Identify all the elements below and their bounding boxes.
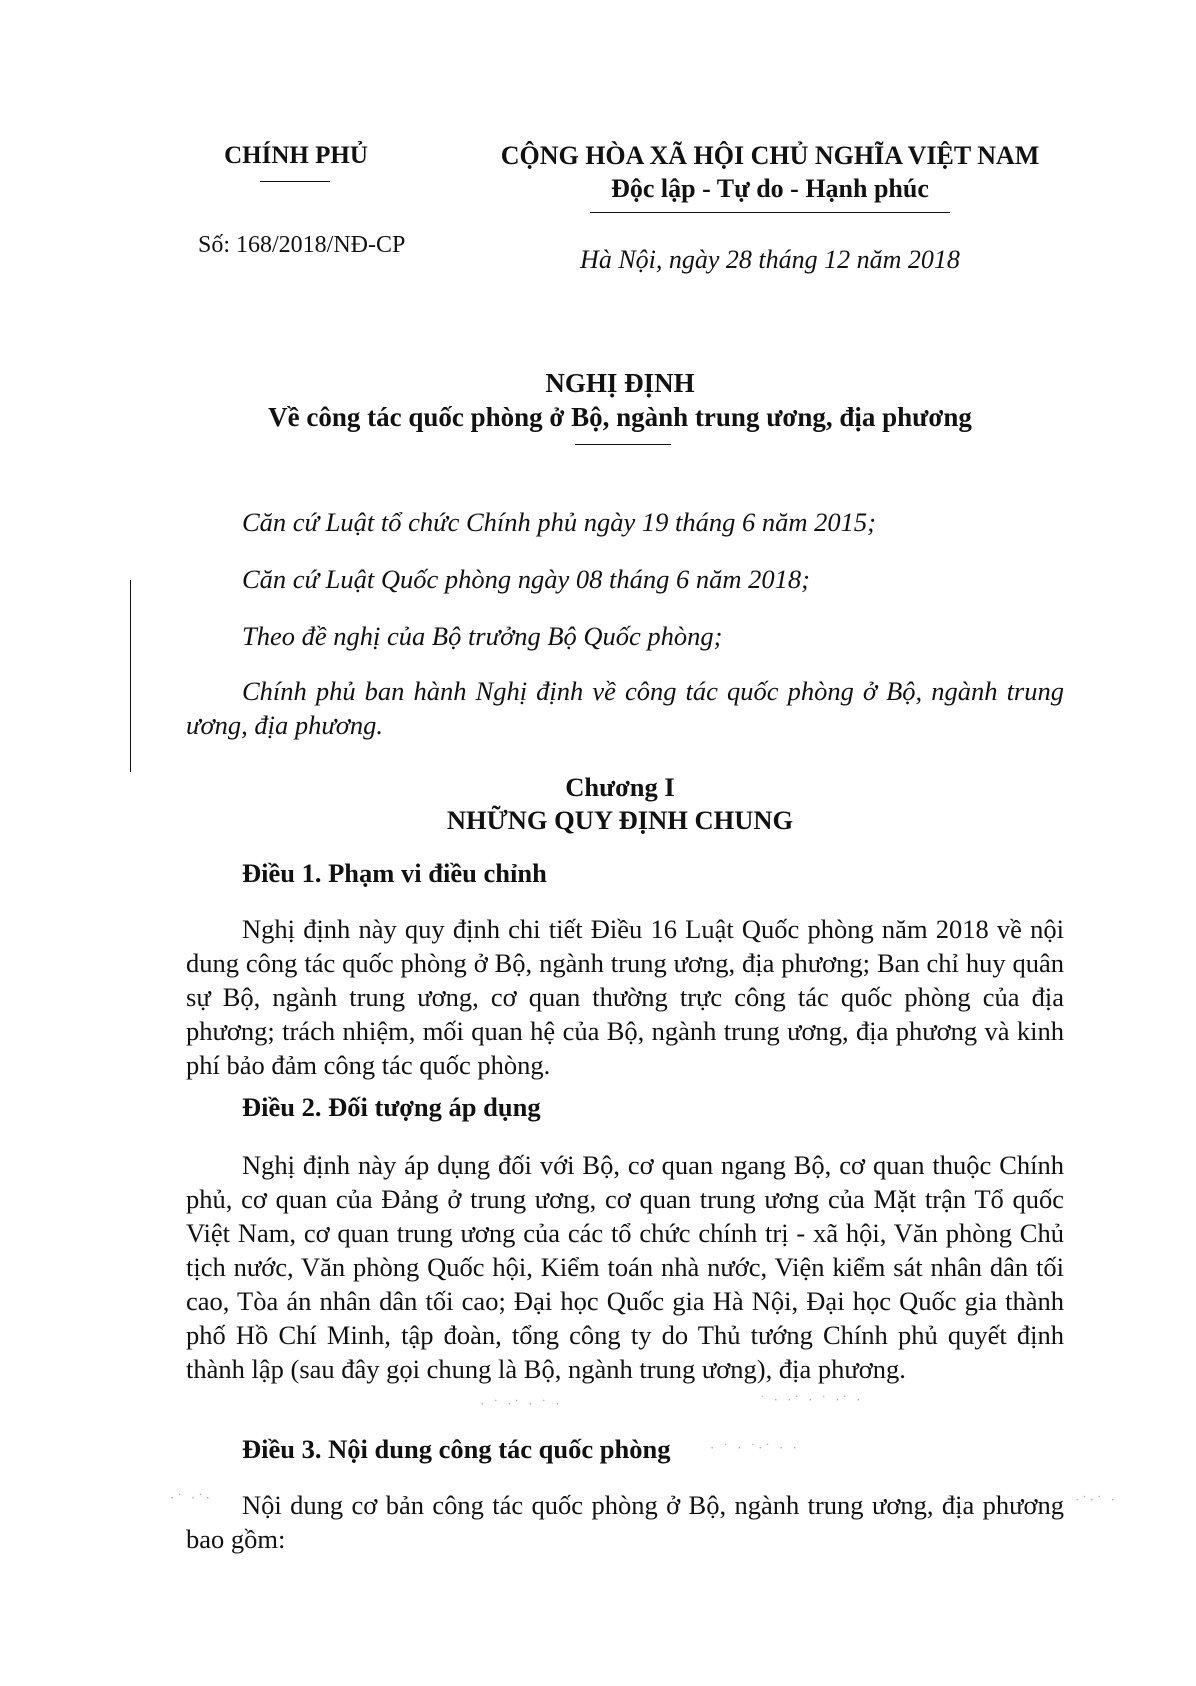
article-text: Nghị định này áp dụng đối với Bộ, cơ quan ngang Bộ, cơ quan thuộc Chính phủ, cơ quan của Đảng ở trung ương, cơ quan trung ương của Mặt trận Tổ quốc Việt Nam, cơ quan trung ương của các tổ chức chính trị - xã hội, Văn phòng Chủ tịch nước, Văn phòng Quốc hội, Kiểm toán nhà nước, Viện kiểm sát nhân dân tối cao, Tòa án nhân dân tối cao; Đại học Quốc gia Hà Nội, Đại học Quốc gia thành phố Hồ Chí Minh, tập đoàn, tổng công ty do Thủ tướng Chính phủ quyết định thành lập (sau đây gọi chung là Bộ, ngành trung ương), địa phương. (186, 1150, 1064, 1384)
scan-noise: ˙ · ·˙ · ˙ ·˙ · (760, 1392, 864, 1407)
national-motto: Độc lập - Tự do - Hạnh phúc (611, 174, 929, 203)
document-type: NGHỊ ĐỊNH (545, 368, 695, 398)
margin-line (130, 580, 131, 772)
chapter-number: Chương I (565, 772, 675, 802)
preamble-line: Theo đề nghị của Bộ trưởng Bộ Quốc phòng; (242, 621, 723, 651)
scan-noise: · ˙ ·˙ · ˙ · (480, 1396, 563, 1411)
country-name: CỘNG HÒA XÃ HỘI CHỦ NGHĨA VIỆT NAM (500, 141, 1040, 170)
preamble-enactment: Chính phủ ban hành Nghị định về công tác quốc phòng ở Bộ, ngành trung ương, địa phương. (186, 676, 1064, 740)
issuer-underline (260, 181, 330, 182)
article-heading: Điều 2. Đối tượng áp dụng (242, 1092, 541, 1122)
article-text: Nghị định này quy định chi tiết Điều 16 Luật Quốc phòng năm 2018 về nội dung công tác quốc phòng ở Bộ, ngành trung ương, địa phương; Ban chỉ huy quân sự Bộ, ngành trung ương, cơ quan thường trực công tác quốc phòng của địa phương; trách nhiệm, mối quan hệ của Bộ, ngành trung ương, địa phương và kinh phí bảo đảm công tác quốc phòng. (186, 914, 1064, 1080)
article-text: Nội dung cơ bản công tác quốc phòng ở Bộ, ngành trung ương, địa phương bao gồm: (186, 1490, 1064, 1554)
article-heading: Điều 3. Nội dung công tác quốc phòng (242, 1434, 671, 1464)
issuer-name: CHÍNH PHỦ (224, 142, 368, 169)
document-subject: Về công tác quốc phòng ở Bộ, ngành trung ương, địa phương (268, 402, 972, 432)
article-heading: Điều 1. Phạm vi điều chỉnh (242, 858, 547, 888)
place-and-date: Hà Nội, ngày 28 tháng 12 năm 2018 (580, 245, 960, 274)
preamble-line: Căn cứ Luật tổ chức Chính phủ ngày 19 tháng 6 năm 2015; (242, 507, 876, 537)
preamble-line: Căn cứ Luật Quốc phòng ngày 08 tháng 6 năm 2018; (242, 564, 810, 594)
title-underline (575, 444, 671, 445)
scan-noise: ·˙·˙ · (1075, 1492, 1118, 1507)
document-number: Số: 168/2018/NĐ-CP (198, 232, 406, 258)
chapter-title: NHỮNG QUY ĐỊNH CHUNG (446, 805, 794, 835)
scan-noise: · ˙ · ˙·˙ · · (710, 1440, 800, 1455)
motto-underline (590, 212, 950, 213)
scan-noise: ·˙ ·˙· (170, 1490, 213, 1505)
